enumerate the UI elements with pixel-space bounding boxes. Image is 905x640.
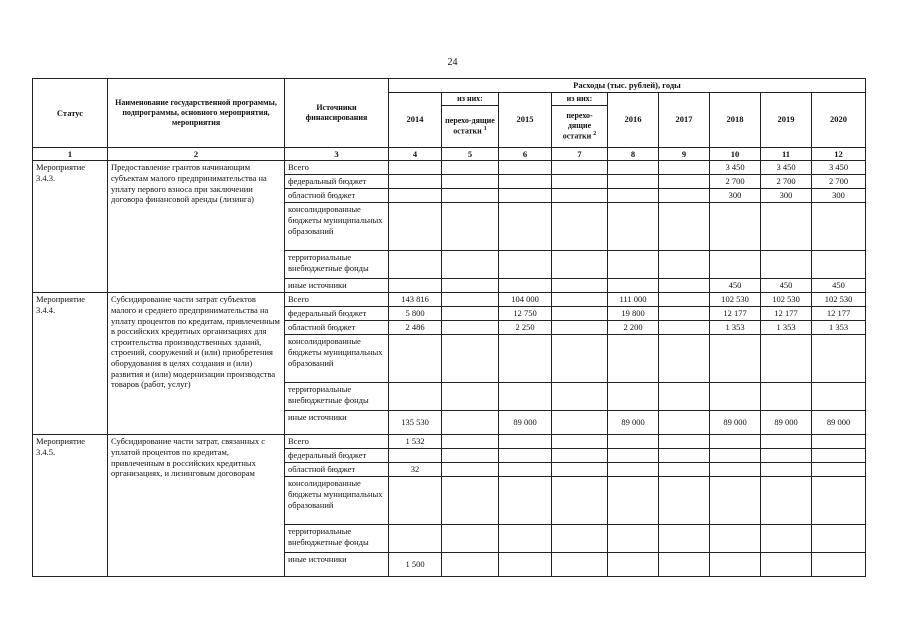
amount-cell	[608, 553, 659, 577]
amount-cell: 450	[761, 279, 812, 293]
amount-cell	[552, 189, 608, 203]
amount-cell	[659, 321, 710, 335]
amount-cell	[608, 175, 659, 189]
amount-cell	[389, 525, 442, 553]
amount-cell	[812, 435, 866, 449]
amount-cell	[442, 161, 499, 175]
amount-cell	[710, 525, 761, 553]
amount-cell	[499, 463, 552, 477]
amount-cell	[442, 251, 499, 279]
amount-cell: 3 450	[710, 161, 761, 175]
amount-cell	[442, 189, 499, 203]
funding-source: областной бюджет	[285, 463, 389, 477]
amount-cell: 1 532	[389, 435, 442, 449]
amount-cell	[499, 449, 552, 463]
amount-cell	[552, 463, 608, 477]
amount-cell	[552, 525, 608, 553]
header-year-2020: 2020	[812, 92, 866, 147]
column-number-5: 5	[442, 147, 499, 161]
header-year-2019: 2019	[761, 92, 812, 147]
amount-cell: 102 530	[761, 293, 812, 307]
header-of-them-2: из них:	[552, 92, 608, 105]
activity-status: Мероприятие 3.4.4.	[33, 293, 108, 435]
amount-cell	[812, 477, 866, 525]
amount-cell	[608, 189, 659, 203]
amount-cell	[389, 383, 442, 411]
column-number-6: 6	[499, 147, 552, 161]
amount-cell	[442, 463, 499, 477]
column-numbers-row	[33, 147, 866, 161]
header-year-2018: 2018	[710, 92, 761, 147]
amount-cell: 3 450	[812, 161, 866, 175]
amount-cell	[442, 449, 499, 463]
amount-cell	[552, 411, 608, 435]
amount-cell	[659, 189, 710, 203]
amount-cell: 1 353	[761, 321, 812, 335]
header-carryover-2: перехо-дящие остатки $^2$	[552, 105, 608, 147]
amount-cell: 143 816	[389, 293, 442, 307]
amount-cell	[608, 335, 659, 383]
header-sources: Источники финансирования	[285, 79, 389, 148]
amount-cell	[608, 435, 659, 449]
funding-source: Всего	[285, 435, 389, 449]
amount-cell	[812, 335, 866, 383]
amount-cell	[659, 175, 710, 189]
activity-name: Субсидирование части затрат, связанных с уплатой процентов по кредитам, привлеченным в российских кредитных организациях, и лизинговым договорам	[108, 435, 285, 577]
funding-source: иные источники	[285, 411, 389, 435]
funding-source: федеральный бюджет	[285, 449, 389, 463]
amount-cell	[659, 307, 710, 321]
amount-cell: 19 800	[608, 307, 659, 321]
table-row	[33, 161, 866, 175]
amount-cell: 89 000	[499, 411, 552, 435]
amount-cell: 2 200	[608, 321, 659, 335]
column-number-10: 10	[710, 147, 761, 161]
amount-cell	[659, 383, 710, 411]
amount-cell	[608, 449, 659, 463]
amount-cell	[710, 251, 761, 279]
amount-cell: 102 530	[812, 293, 866, 307]
amount-cell	[442, 321, 499, 335]
amount-cell	[659, 161, 710, 175]
amount-cell: 1 353	[812, 321, 866, 335]
amount-cell: 12 750	[499, 307, 552, 321]
amount-cell	[659, 203, 710, 251]
column-number-1: 1	[33, 147, 108, 161]
column-number-3: 3	[285, 147, 389, 161]
activity-name: Предоставление грантов начинающим субъектам малого предпринимательства на уплату первого взноса при заключении договора финансовой аренды (лизинга)	[108, 161, 285, 293]
amount-cell: 450	[812, 279, 866, 293]
table-row	[33, 293, 866, 307]
amount-cell	[761, 251, 812, 279]
amount-cell	[552, 175, 608, 189]
amount-cell	[442, 411, 499, 435]
amount-cell	[389, 449, 442, 463]
amount-cell: 32	[389, 463, 442, 477]
funding-source: территориальные внебюджетные фонды	[285, 251, 389, 279]
amount-cell: 2 700	[761, 175, 812, 189]
amount-cell	[552, 321, 608, 335]
header-of-them-1: из них:	[442, 92, 499, 105]
amount-cell	[659, 525, 710, 553]
amount-cell	[442, 307, 499, 321]
column-number-11: 11	[761, 147, 812, 161]
amount-cell	[659, 477, 710, 525]
amount-cell: 3 450	[761, 161, 812, 175]
amount-cell	[608, 251, 659, 279]
header-year-2016: 2016	[608, 92, 659, 147]
header-year-2015: 2015	[499, 92, 552, 147]
header-expenses: Расходы (тыс. рублей), годы	[389, 79, 866, 93]
amount-cell	[710, 435, 761, 449]
amount-cell	[552, 279, 608, 293]
activity-name: Субсидирование части затрат субъектов малого и среднего предпринимательства на уплату процентов по кредитам, привлеченным в российских кредитных организациях для строительства производственных зданий, строений, сооружений и (или) приобретения оборудования в целях создания и (или) развития и (или) модернизации производства товаров (работ, услуг)	[108, 293, 285, 435]
funding-source: Всего	[285, 161, 389, 175]
amount-cell	[389, 189, 442, 203]
amount-cell	[659, 293, 710, 307]
funding-source: консолидированные бюджеты муниципальных образований	[285, 203, 389, 251]
amount-cell	[659, 553, 710, 577]
amount-cell	[710, 463, 761, 477]
amount-cell	[761, 449, 812, 463]
header-year-2014: 2014	[389, 92, 442, 147]
column-number-4: 4	[389, 147, 442, 161]
amount-cell	[552, 335, 608, 383]
funding-source: консолидированные бюджеты муниципальных образований	[285, 335, 389, 383]
amount-cell	[710, 383, 761, 411]
amount-cell	[710, 203, 761, 251]
amount-cell: 2 700	[812, 175, 866, 189]
funding-source: областной бюджет	[285, 321, 389, 335]
amount-cell	[499, 175, 552, 189]
amount-cell	[608, 161, 659, 175]
amount-cell: 102 530	[710, 293, 761, 307]
header-status: Статус	[33, 79, 108, 148]
amount-cell	[499, 203, 552, 251]
amount-cell	[552, 251, 608, 279]
amount-cell	[812, 463, 866, 477]
amount-cell: 300	[761, 189, 812, 203]
amount-cell: 89 000	[812, 411, 866, 435]
amount-cell: 104 000	[499, 293, 552, 307]
budget-table	[32, 78, 866, 577]
amount-cell	[659, 449, 710, 463]
funding-source: Всего	[285, 293, 389, 307]
amount-cell	[389, 335, 442, 383]
amount-cell	[442, 383, 499, 411]
amount-cell: 12 177	[761, 307, 812, 321]
column-number-9: 9	[659, 147, 710, 161]
funding-source: федеральный бюджет	[285, 307, 389, 321]
amount-cell	[812, 525, 866, 553]
amount-cell	[761, 553, 812, 577]
amount-cell	[710, 553, 761, 577]
amount-cell	[608, 477, 659, 525]
page-number: 24	[447, 57, 458, 68]
amount-cell	[608, 383, 659, 411]
amount-cell	[499, 435, 552, 449]
amount-cell	[659, 335, 710, 383]
amount-cell	[389, 477, 442, 525]
funding-source: федеральный бюджет	[285, 175, 389, 189]
amount-cell	[499, 251, 552, 279]
amount-cell	[552, 161, 608, 175]
amount-cell	[552, 203, 608, 251]
amount-cell	[659, 251, 710, 279]
amount-cell	[761, 203, 812, 251]
amount-cell	[499, 553, 552, 577]
column-number-8: 8	[608, 147, 659, 161]
header-name: Наименование государственной программы, подпрограммы, основного мероприятия, мероприятия	[108, 79, 285, 148]
amount-cell	[552, 553, 608, 577]
amount-cell	[761, 383, 812, 411]
amount-cell: 2 486	[389, 321, 442, 335]
amount-cell	[499, 525, 552, 553]
amount-cell	[442, 293, 499, 307]
amount-cell	[442, 203, 499, 251]
amount-cell	[552, 307, 608, 321]
amount-cell	[812, 383, 866, 411]
funding-source: областной бюджет	[285, 189, 389, 203]
amount-cell	[710, 335, 761, 383]
amount-cell	[442, 175, 499, 189]
amount-cell	[499, 477, 552, 525]
funding-source: территориальные внебюджетные фонды	[285, 383, 389, 411]
amount-cell: 89 000	[608, 411, 659, 435]
amount-cell	[552, 383, 608, 411]
table-row	[33, 435, 866, 449]
column-number-2: 2	[108, 147, 285, 161]
amount-cell: 300	[812, 189, 866, 203]
amount-cell: 89 000	[710, 411, 761, 435]
activity-status: Мероприятие 3.4.5.	[33, 435, 108, 577]
amount-cell: 1 500	[389, 553, 442, 577]
amount-cell	[442, 435, 499, 449]
amount-cell: 12 177	[710, 307, 761, 321]
amount-cell	[389, 175, 442, 189]
amount-cell	[552, 435, 608, 449]
amount-cell: 2 250	[499, 321, 552, 335]
amount-cell	[389, 161, 442, 175]
funding-source: иные источники	[285, 553, 389, 577]
amount-cell	[812, 553, 866, 577]
amount-cell: 89 000	[761, 411, 812, 435]
amount-cell	[812, 203, 866, 251]
amount-cell	[552, 449, 608, 463]
amount-cell	[608, 279, 659, 293]
amount-cell	[710, 449, 761, 463]
amount-cell	[761, 335, 812, 383]
activity-status: Мероприятие 3.4.3.	[33, 161, 108, 293]
amount-cell	[552, 293, 608, 307]
amount-cell	[761, 525, 812, 553]
amount-cell	[389, 279, 442, 293]
amount-cell: 1 353	[710, 321, 761, 335]
amount-cell	[442, 279, 499, 293]
amount-cell	[761, 477, 812, 525]
amount-cell: 135 530	[389, 411, 442, 435]
amount-cell	[442, 477, 499, 525]
amount-cell	[499, 383, 552, 411]
amount-cell	[389, 251, 442, 279]
amount-cell: 2 700	[710, 175, 761, 189]
amount-cell	[442, 335, 499, 383]
amount-cell	[761, 435, 812, 449]
amount-cell	[608, 203, 659, 251]
amount-cell	[812, 449, 866, 463]
amount-cell	[389, 203, 442, 251]
amount-cell	[442, 525, 499, 553]
amount-cell	[552, 477, 608, 525]
amount-cell: 111 000	[608, 293, 659, 307]
amount-cell	[812, 251, 866, 279]
amount-cell	[659, 463, 710, 477]
amount-cell	[499, 279, 552, 293]
amount-cell: 300	[710, 189, 761, 203]
amount-cell: 450	[710, 279, 761, 293]
header-carryover-1: перехо-дящие остатки $^1$	[442, 105, 499, 147]
amount-cell	[499, 189, 552, 203]
amount-cell	[659, 435, 710, 449]
amount-cell: 12 177	[812, 307, 866, 321]
amount-cell	[608, 525, 659, 553]
amount-cell	[499, 335, 552, 383]
amount-cell	[499, 161, 552, 175]
amount-cell	[659, 411, 710, 435]
amount-cell	[659, 279, 710, 293]
amount-cell	[442, 553, 499, 577]
column-number-12: 12	[812, 147, 866, 161]
amount-cell	[608, 463, 659, 477]
column-number-7: 7	[552, 147, 608, 161]
amount-cell	[761, 463, 812, 477]
amount-cell	[710, 477, 761, 525]
funding-source: территориальные внебюджетные фонды	[285, 525, 389, 553]
amount-cell: 5 800	[389, 307, 442, 321]
funding-source: иные источники	[285, 279, 389, 293]
header-year-2017: 2017	[659, 92, 710, 147]
funding-source: консолидированные бюджеты муниципальных образований	[285, 477, 389, 525]
